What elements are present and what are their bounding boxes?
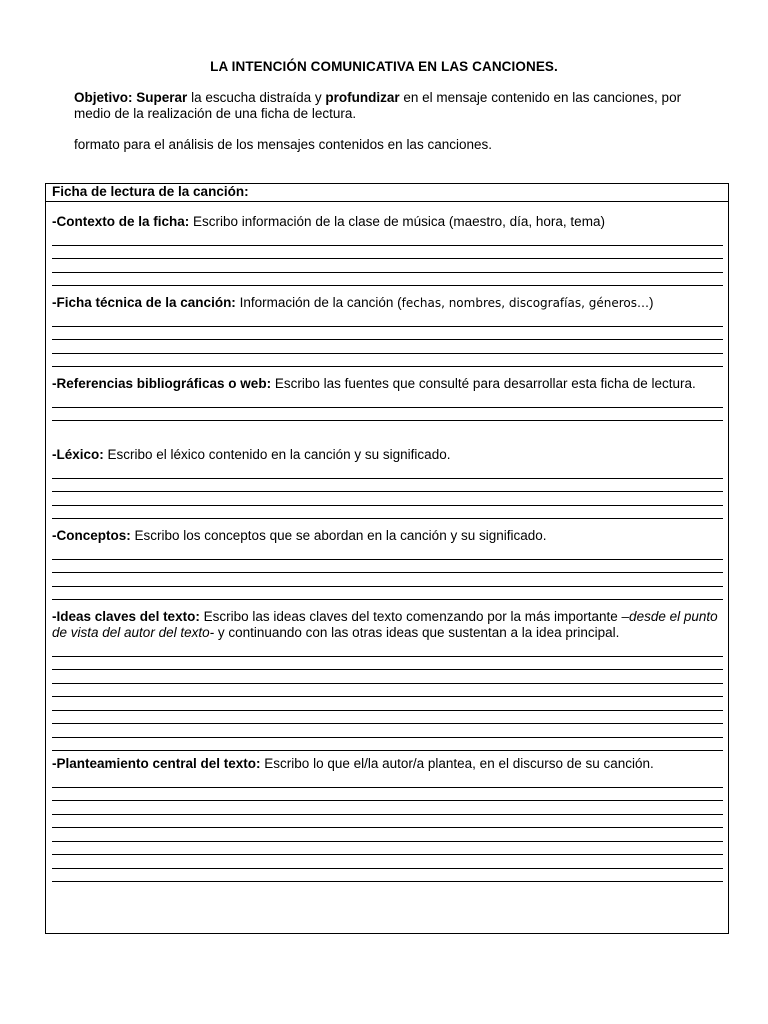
section-tecnica — [52, 295, 723, 367]
answer-line[interactable] — [52, 855, 723, 869]
answer-line[interactable] — [52, 492, 723, 506]
section-referencias — [52, 376, 723, 421]
answer-line[interactable] — [52, 573, 723, 587]
section-tecnica-prompt — [52, 295, 723, 311]
answer-line[interactable] — [52, 313, 723, 327]
section-tecnica-close: ) — [648, 295, 654, 310]
objective-keyword-superar: Superar — [136, 90, 188, 105]
answer-line[interactable] — [52, 259, 723, 273]
answer-line[interactable] — [52, 828, 723, 842]
section-contexto — [52, 214, 723, 286]
answer-line[interactable] — [52, 788, 723, 802]
section-ideas — [52, 609, 723, 751]
objective-text-2: en el mensaje contenido en las canciones, por medio de la realización de una ficha de lectura. — [74, 90, 682, 121]
objective-text-1: la escucha distraída y — [187, 90, 326, 105]
answer-line[interactable] — [52, 815, 723, 829]
answer-line[interactable] — [52, 711, 723, 725]
answer-line[interactable] — [52, 869, 723, 883]
reading-card-form — [45, 183, 729, 934]
section-lexico-prompt — [52, 447, 723, 463]
section-tecnica-label: -Ficha técnica de la canción: — [52, 295, 236, 310]
answer-line[interactable] — [52, 394, 723, 408]
answer-lines[interactable] — [52, 643, 723, 751]
section-conceptos-label: -Conceptos: — [52, 528, 131, 543]
section-planteamiento-prompt — [52, 756, 723, 772]
section-referencias-text: Escribo las fuentes que consulté para desarrollar esta ficha de lectura. — [271, 376, 696, 391]
section-referencias-prompt — [52, 376, 723, 392]
section-conceptos — [52, 528, 723, 600]
document-title: LA INTENCIÓN COMUNICATIVA EN LAS CANCIONES. — [210, 59, 558, 74]
section-ideas-text: Escribo las ideas claves del texto comenzando por la más importante — [199, 609, 622, 624]
section-lexico-text: Escribo el léxico contenido en la canción y su significado. — [103, 447, 451, 462]
answer-line[interactable] — [52, 801, 723, 815]
section-contexto-label: -Contexto de la ficha: — [52, 214, 190, 229]
objective-paragraph — [74, 90, 714, 121]
section-conceptos-prompt — [52, 528, 723, 544]
answer-line[interactable] — [52, 354, 723, 368]
answer-line[interactable] — [52, 232, 723, 246]
answer-line[interactable] — [52, 643, 723, 657]
answer-line[interactable] — [52, 842, 723, 856]
answer-line[interactable] — [52, 670, 723, 684]
section-contexto-prompt — [52, 214, 723, 230]
answer-line[interactable] — [52, 587, 723, 601]
objective-keyword-profundizar: profundizar — [325, 90, 400, 105]
section-tecnica-text: Información de la canción ( — [235, 295, 402, 310]
objective-label: Objetivo: — [74, 90, 133, 105]
answer-line[interactable] — [52, 546, 723, 560]
answer-line[interactable] — [52, 506, 723, 520]
section-lexico-label: -Léxico: — [52, 447, 104, 462]
answer-lines[interactable] — [52, 313, 723, 367]
answer-line[interactable] — [52, 479, 723, 493]
answer-lines[interactable] — [52, 465, 723, 519]
section-ideas-label: -Ideas claves del texto: — [52, 609, 200, 624]
section-ideas-prompt — [52, 609, 723, 641]
answer-line[interactable] — [52, 684, 723, 698]
answer-lines[interactable] — [52, 774, 723, 882]
answer-line[interactable] — [52, 697, 723, 711]
answer-line[interactable] — [52, 738, 723, 752]
answer-lines[interactable] — [52, 546, 723, 600]
answer-line[interactable] — [52, 724, 723, 738]
answer-line[interactable] — [52, 560, 723, 574]
section-planteamiento-label: -Planteamiento central del texto: — [52, 756, 261, 771]
section-tecnica-note: fechas, nombres, discografías, géneros… — [401, 296, 649, 310]
section-planteamiento — [52, 756, 723, 882]
section-planteamiento-text: Escribo lo que el/la autor/a plantea, en el discurso de su canción. — [260, 756, 654, 771]
section-lexico — [52, 447, 723, 519]
section-referencias-label: -Referencias bibliográficas o web: — [52, 376, 272, 391]
answer-line[interactable] — [52, 273, 723, 287]
section-ideas-text-end: y continuando con las otras ideas que sustentan a la idea principal. — [214, 625, 620, 640]
reading-card-header: Ficha de lectura de la canción: — [46, 184, 728, 202]
answer-lines[interactable] — [52, 232, 723, 286]
section-conceptos-text: Escribo los conceptos que se abordan en la canción y su significado. — [130, 528, 547, 543]
answer-line[interactable] — [52, 340, 723, 354]
format-note: formato para el análisis de los mensajes contenidos en las canciones. — [74, 137, 492, 152]
answer-line[interactable] — [52, 327, 723, 341]
answer-lines[interactable] — [52, 394, 723, 421]
answer-line[interactable] — [52, 246, 723, 260]
answer-line[interactable] — [52, 465, 723, 479]
answer-line[interactable] — [52, 774, 723, 788]
section-contexto-text: Escribo información de la clase de música (maestro, día, hora, tema) — [189, 214, 605, 229]
answer-line[interactable] — [52, 657, 723, 671]
answer-line[interactable] — [52, 408, 723, 422]
section-ideas-italic: –desde el punto de vista del autor del texto- — [52, 609, 718, 640]
